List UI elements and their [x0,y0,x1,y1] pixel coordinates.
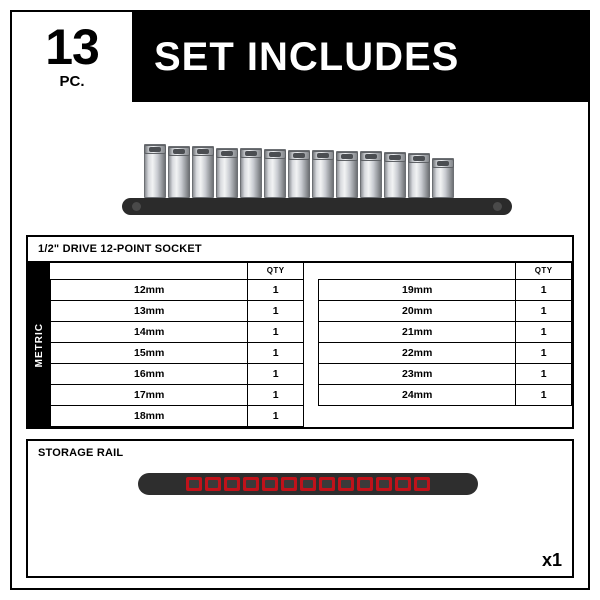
socket-size: 20mm [319,300,516,321]
socket-qty: 1 [516,342,572,363]
header-title-bar [132,12,588,102]
socket-qty: 1 [248,363,304,384]
socket-size: 12mm [51,279,248,300]
rail-clip-icon [262,477,278,491]
table-header-row [319,263,572,279]
socket-qty: 1 [248,384,304,405]
socket-section [26,235,574,429]
table-row [51,384,304,405]
socket-qty: 1 [248,405,304,426]
page-title: SET INCLUDES [154,34,460,79]
socket-size: 15mm [51,342,248,363]
body [12,102,588,588]
socket-table-right [318,263,572,426]
table-row-empty [319,405,572,426]
table-row [51,405,304,426]
socket-icon [312,150,334,198]
socket-bore-icon [293,153,305,158]
rail-clip-icon [376,477,392,491]
size-header [51,263,248,279]
socket-size: 24mm [319,384,516,405]
rail-clip-icon [281,477,297,491]
socket-qty: 1 [248,342,304,363]
empty-cell [319,405,516,426]
piece-count-block [12,12,132,102]
rail-clip-icon [338,477,354,491]
socket-bore-icon [221,151,233,156]
table-row [319,321,572,342]
socket-bore-icon [245,151,257,156]
table-row [51,363,304,384]
product-illustration [26,114,574,229]
socket-bore-icon [317,153,329,158]
socket-size: 14mm [51,321,248,342]
set-includes-card [10,10,590,590]
socket-icon [168,146,190,198]
socket-size: 17mm [51,384,248,405]
socket-qty: 1 [516,300,572,321]
socket-table-left [50,263,304,427]
storage-section-title: STORAGE RAIL [38,446,124,459]
socket-icon [408,153,430,198]
rail-clip-icon [414,477,430,491]
storage-rail-illustration [138,473,478,495]
socket-icon [264,149,286,198]
socket-qty: 1 [516,321,572,342]
rail-clip-icon [357,477,373,491]
rail-clip-icon [395,477,411,491]
table-row [319,300,572,321]
socket-section-title: 1/2" DRIVE 12-POINT SOCKET [28,237,572,263]
table-row [51,300,304,321]
socket-qty: 1 [516,384,572,405]
qty-header: QTY [516,263,572,279]
rail-clip-icon [205,477,221,491]
socket-size: 18mm [51,405,248,426]
table-row [51,342,304,363]
socket-column-right [318,263,572,427]
table-row [319,384,572,405]
table-row [319,342,572,363]
socket-icon [192,146,214,198]
qty-header: QTY [248,263,304,279]
socket-bore-icon [173,149,185,154]
header [12,12,588,102]
socket-table-area [28,263,572,427]
socket-icon [360,151,382,198]
table-header-row [51,263,304,279]
metric-tab [28,263,50,427]
socket-icon [240,148,262,198]
rail-clip-icon [186,477,202,491]
socket-set-illustration [144,144,454,198]
piece-count-label: PC. [59,72,85,90]
socket-icon [216,148,238,198]
socket-size: 22mm [319,342,516,363]
table-row [319,279,572,300]
socket-columns [50,263,572,427]
socket-qty: 1 [248,300,304,321]
rail-illustration [122,198,512,215]
table-row [51,279,304,300]
socket-icon [288,150,310,198]
storage-section [26,439,574,579]
socket-qty: 1 [516,279,572,300]
piece-count-number: 13 [45,19,99,76]
column-gap [304,263,318,427]
socket-size: 21mm [319,321,516,342]
rail-clip-icon [224,477,240,491]
socket-icon [384,152,406,198]
rail-clip-icon [319,477,335,491]
socket-bore-icon [149,147,161,152]
table-row [319,363,572,384]
socket-bore-icon [341,154,353,159]
socket-size: 19mm [319,279,516,300]
rail-clip-icon [243,477,259,491]
metric-tab-label: METRIC [33,322,45,367]
socket-icon [144,144,166,198]
socket-size: 13mm [51,300,248,321]
socket-icon [432,158,454,198]
socket-bore-icon [269,152,281,157]
socket-size: 23mm [319,363,516,384]
socket-bore-icon [437,161,449,166]
socket-bore-icon [365,154,377,159]
size-header [319,263,516,279]
socket-qty: 1 [516,363,572,384]
socket-column-left [50,263,304,427]
socket-bore-icon [413,156,425,161]
empty-cell [516,405,572,426]
socket-qty: 1 [248,321,304,342]
socket-bore-icon [197,149,209,154]
socket-bore-icon [389,155,401,160]
storage-qty: x1 [541,550,562,570]
socket-size: 16mm [51,363,248,384]
socket-qty: 1 [248,279,304,300]
table-row [51,321,304,342]
socket-icon [336,151,358,198]
rail-clip-icon [300,477,316,491]
